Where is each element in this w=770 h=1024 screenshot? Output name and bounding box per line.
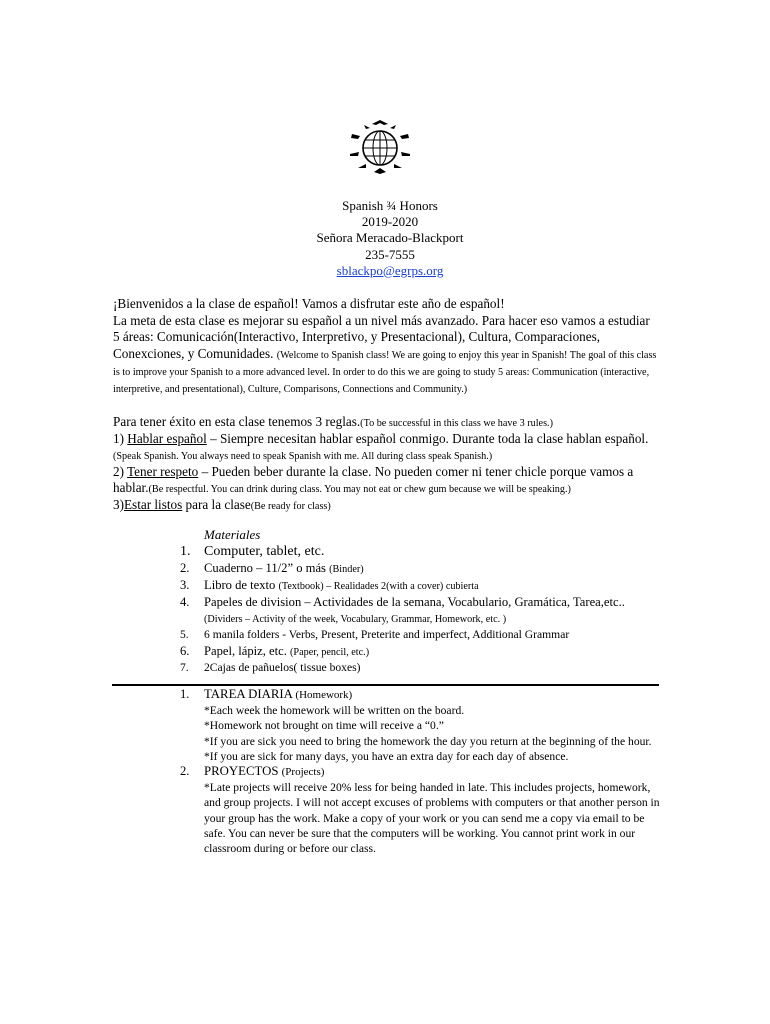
rule-2: 2) Tener respeto – Pueden beber durante la clase. No pueden comer ni tener chicle porque vamos a hablar.(Be respectful. You can drink during class. You may not eat or chew gum because we will be speaking.): [113, 464, 634, 496]
rule-2-title: Tener respeto: [127, 464, 199, 480]
assignment-title: TAREA DIARIA (Homework): [204, 687, 353, 701]
phone-number: 235-7555: [365, 246, 415, 262]
list-item: 4. Papeles de division – Actividades de la semana, Vocabulario, Gramática, Tarea,etc..(Dividers – Activity of the week, Vocabulary, Grammar, Homework, etc. ): [180, 595, 625, 625]
school-year: 2019-2020: [361, 214, 419, 230]
course-header: [240, 198, 540, 279]
intro-translation: (Welcome to Spanish class! We are going to enjoy this year in Spanish! The goal of this class is to improve your Spanish to a more advanced level. In order to do this we are going to study 5 areas: Communication (interactive, interpretive, and presentational), Culture, Comparisons, Connections and Community.): [113, 349, 657, 395]
rule-3-title: Estar listos: [124, 497, 183, 513]
list-item: 1. TAREA DIARIA (Homework) *Each week the homework will be written on the board. *Homework not brought on time will receive a “0.” *If you are sick you need to bring the homework the day you return at the beginning of the hour. *If you are sick for many days, you have an extra day for each day of absence.: [180, 687, 652, 763]
assignments-list: [160, 687, 660, 856]
list-item: 6. Papel, lápiz, etc. (Paper, pencil, etc.): [180, 644, 370, 658]
email-link[interactable]: sblackpo@egrps.org: [336, 262, 444, 278]
list-item: 2. Cuaderno – 11/2” o más (Binder): [180, 561, 364, 575]
goal-text: La meta de esta clase es mejorar su español a un nivel más avanzado. Para hacer eso vamos a estudiar 5 áreas: Comunicación(Interactivo, Interpretivo, y Presentacional), Cultura, Comparaciones, Conexciones, y Comunidades.: [113, 312, 650, 361]
list-item: 7. 2Cajas de pañuelos( tissue boxes): [180, 661, 361, 674]
list-item: 2. PROYECTOS (Projects) *Late projects will receive 20% less for being handed in late. This includes projects, homework, and group projects. I will not accept excuses of problems with computers or that another person in your group has the work. Make a copy of your work or you can send me a copy via email to be safe. You can never be sure that the computers will be working. You cannot print work in our classroom during or before our class.: [180, 764, 660, 856]
class-rules: [113, 414, 658, 514]
rules-intro: Para tener éxito en esta clase tenemos 3 reglas.(To be successful in this class we have 3 rules.): [113, 414, 553, 429]
course-name: Spanish ¾ Honors: [342, 198, 438, 213]
intro-paragraph: [113, 296, 658, 397]
rule-1-title: Hablar español: [127, 431, 207, 446]
list-item: 5. 6 manila folders - Verbs, Present, Preterite and imperfect, Additional Grammar: [180, 628, 570, 641]
materials-list: [160, 543, 660, 676]
globe-doves-logo-icon: [346, 118, 414, 176]
welcome-text: ¡Bienvenidos a la clase de español! Vamos a disfrutar este año de español!: [113, 296, 505, 311]
list-item: 3. Libro de texto (Textbook) – Realidades 2(with a cover) cubierta: [180, 578, 479, 592]
rule-3: 3)Estar listos para la clase(Be ready for class): [113, 497, 331, 513]
teacher-name: Señora Meracado-Blackport: [316, 230, 464, 246]
assignment-title: PROYECTOS (Projects): [204, 764, 325, 779]
list-item: 1. Computer, tablet, etc.: [180, 544, 325, 559]
materials-heading: Materiales: [204, 527, 261, 542]
rule-1: 1) Hablar español – Siempre necesitan hablar español conmigo. Durante toda la clase hablan español.(Speak Spanish. You always need to speak Spanish with me. All during class speak Spanish.): [113, 431, 649, 463]
section-divider: [112, 684, 659, 686]
